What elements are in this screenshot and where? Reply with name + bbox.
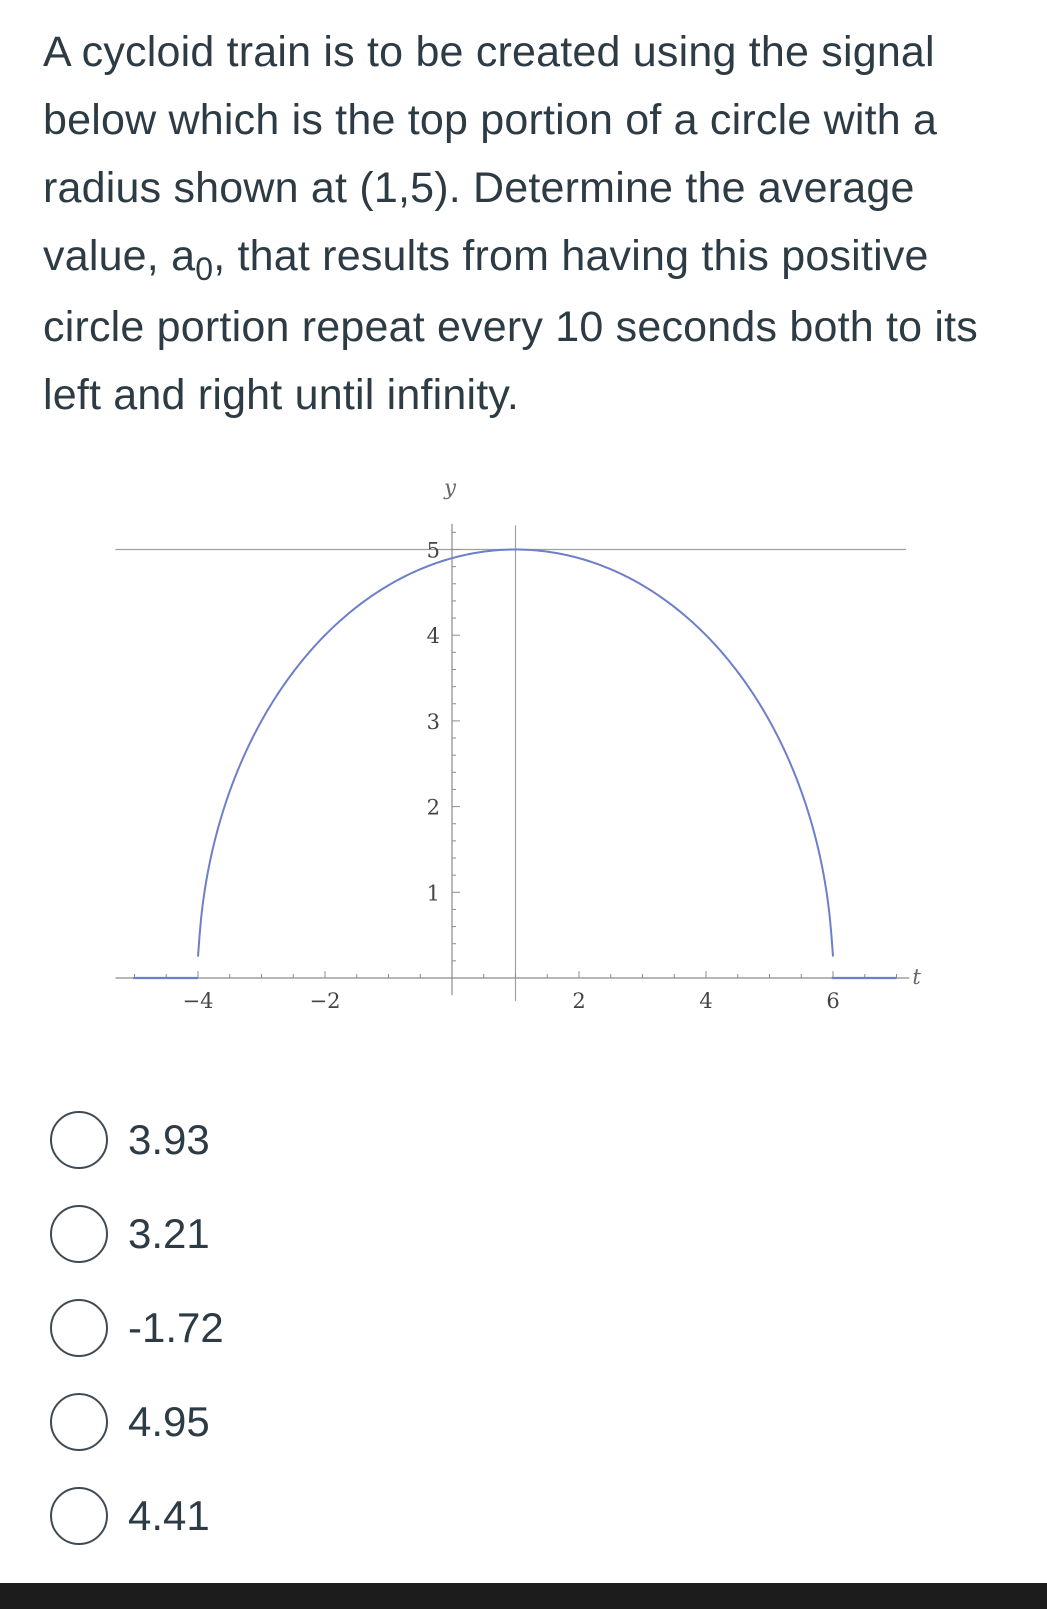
question-text <box>43 18 1033 429</box>
question-main-text: A cycloid train is to be created using the signal below which is the top portion of a circle with a radius shown at (1,5). Determine the average value, a <box>43 28 938 280</box>
question-rest-text: , that results from having this positive circle portion repeat every 10 seconds both to its left and right until infinity. <box>43 232 979 419</box>
x-tick-label: 6 <box>826 989 840 1013</box>
radio-button[interactable] <box>50 1111 108 1169</box>
x-tick-label: −4 <box>182 989 214 1013</box>
answer-option-3[interactable] <box>50 1298 650 1358</box>
x-axis-label: t <box>912 965 921 989</box>
x-tick-label: 4 <box>699 989 713 1013</box>
option-label: 4.95 <box>128 1398 210 1445</box>
radio-button[interactable] <box>50 1393 108 1451</box>
radio-button[interactable] <box>50 1299 108 1357</box>
radio-button[interactable] <box>50 1205 108 1263</box>
signal-plot <box>0 460 1047 1060</box>
option-label: 4.41 <box>128 1492 210 1539</box>
y-tick-label: 3 <box>426 709 440 734</box>
y-tick-label: 1 <box>426 881 440 906</box>
y-tick-label: 4 <box>426 624 440 649</box>
answer-option-4[interactable] <box>50 1392 650 1452</box>
y-tick-label: 2 <box>426 795 440 820</box>
answer-option-1[interactable] <box>50 1110 650 1170</box>
y-axis-label: y <box>444 475 456 500</box>
radio-button[interactable] <box>50 1487 108 1545</box>
subscript-zero: 0 <box>195 251 214 287</box>
x-tick-label: 2 <box>572 989 586 1013</box>
question-paragraph <box>43 18 1033 429</box>
option-label: 3.93 <box>128 1116 210 1163</box>
x-tick-label: −2 <box>309 989 341 1013</box>
option-label: -1.72 <box>128 1304 224 1351</box>
option-label: 3.21 <box>128 1210 210 1257</box>
answer-option-5[interactable] <box>50 1486 650 1546</box>
bottom-bar <box>0 1583 1047 1609</box>
answer-option-2[interactable] <box>50 1204 650 1264</box>
y-tick-label: 5 <box>426 538 440 563</box>
